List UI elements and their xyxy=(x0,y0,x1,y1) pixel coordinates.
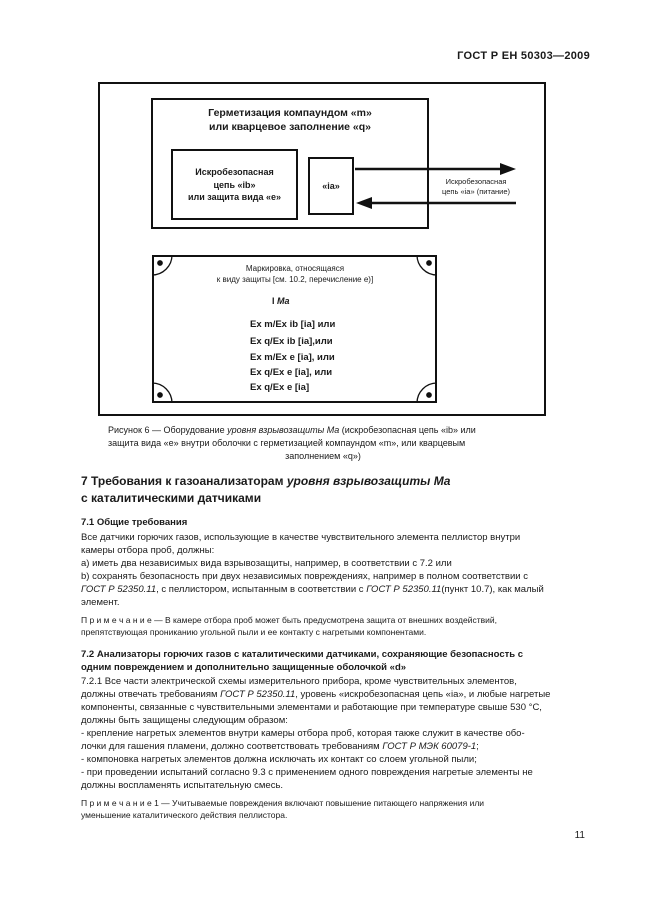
section-7-2-heading: 7.2 Анализаторы горючих газов с каталитическими датчиками, сохраняющие безопасность с одним повреждением и дополнительно защищенные оболочкой «d» xyxy=(81,649,524,673)
document-header: ГОСТ Р ЕН 50303—2009 xyxy=(457,50,590,62)
paragraph: Все датчики горючих газов, использующие в качестве чувствительного элемента пеллистор внутри камеры отбора проб, должны: а) иметь два независимых вида взрывозащиты, например, в соответствии с 7.2 или b) сохранять безопасность при двух независимых повреждениях, например в полном соответствии с ГОСТ Р 52350.11, с пеллистором, испытанным в соответствии с ГОСТ Р 52350.11(пункт 10.7), как малый элемент. xyxy=(81,532,544,608)
marking-level: I Ma xyxy=(272,296,290,306)
paragraph: 7.2.1 Все части электрической схемы измерительного прибора, кроме чувствительных элементов, должны отвечать требованиям ГОСТ Р 52350.11, уровень «искробезопасная цепь «ia», и любые нагретые компоненты, связанные с чувствительными элементами и работающие при температуре свыше 530 °C, должны быть защищены следующим образом: - крепление нагретых элементов внутри камеры отбора проб, которая также служит в качестве обо- лочки для гашения пламени, должно соответствовать требованиям ГОСТ Р МЭК 60079-1; - компоновка нагретых элементов должна исключать их контакт со слоем угольной пыли; - при проведении испытаний согласно 9.3 с применением одного повреждения нагретые элементы не должны воспламенять испытательную смесь. xyxy=(81,676,551,791)
encapsulation-title: Герметизация компаундом «m» или кварцевое заполнение «q» xyxy=(208,107,372,133)
section-7-heading: 7 Требования к газоанализаторам уровня взрывозащиты Ma с каталитическими датчиками xyxy=(81,474,451,505)
supply-label: Искробезопасная цепь «ia» (питание) xyxy=(442,177,510,196)
figure-caption: Рисунок 6 — Оборудование уровня взрывозащиты Ma (искробезопасная цепь «ib» или защита вида «e» внутри оболочки с герметизацией компаундом «m», или кварцевым заполнением «q») xyxy=(108,425,476,461)
marking-line: Ex q/Ex e [ia], или xyxy=(250,367,333,378)
note: П р и м е ч а н и е 1 — Учитываемые повреждения включают повышение питающего напряжения или уменьшение каталитического действия пеллистора. xyxy=(81,798,485,820)
intrinsic-circuit-label: Искробезопасная цепь «ib» или защита вида «e» xyxy=(188,167,281,202)
arrow-left-icon xyxy=(356,197,372,209)
marking-line: Ex q/Ex ib [ia],или xyxy=(250,336,333,347)
marking-title: Маркировка, относящаяся к виду защиты [см. 10.2, перечисление e)] xyxy=(216,264,374,284)
page-number: 11 xyxy=(574,830,585,841)
section-7-1-heading: 7.1 Общие требования xyxy=(81,517,188,528)
marking-line: Ex m/Ex ib [ia] или xyxy=(250,319,336,330)
marking-line: Ex q/Ex e [ia] xyxy=(250,382,310,393)
marking-line: Ex m/Ex e [ia], или xyxy=(250,352,335,363)
arrow-right-icon xyxy=(500,163,516,175)
ia-label: «ia» xyxy=(322,181,340,191)
note: П р и м е ч а н и е — В камере отбора проб может быть предусмотрена защита от внешних воздействий, препятствующая прониканию угольной пыли и ее контакту с нагретыми компонентами. xyxy=(81,615,497,637)
